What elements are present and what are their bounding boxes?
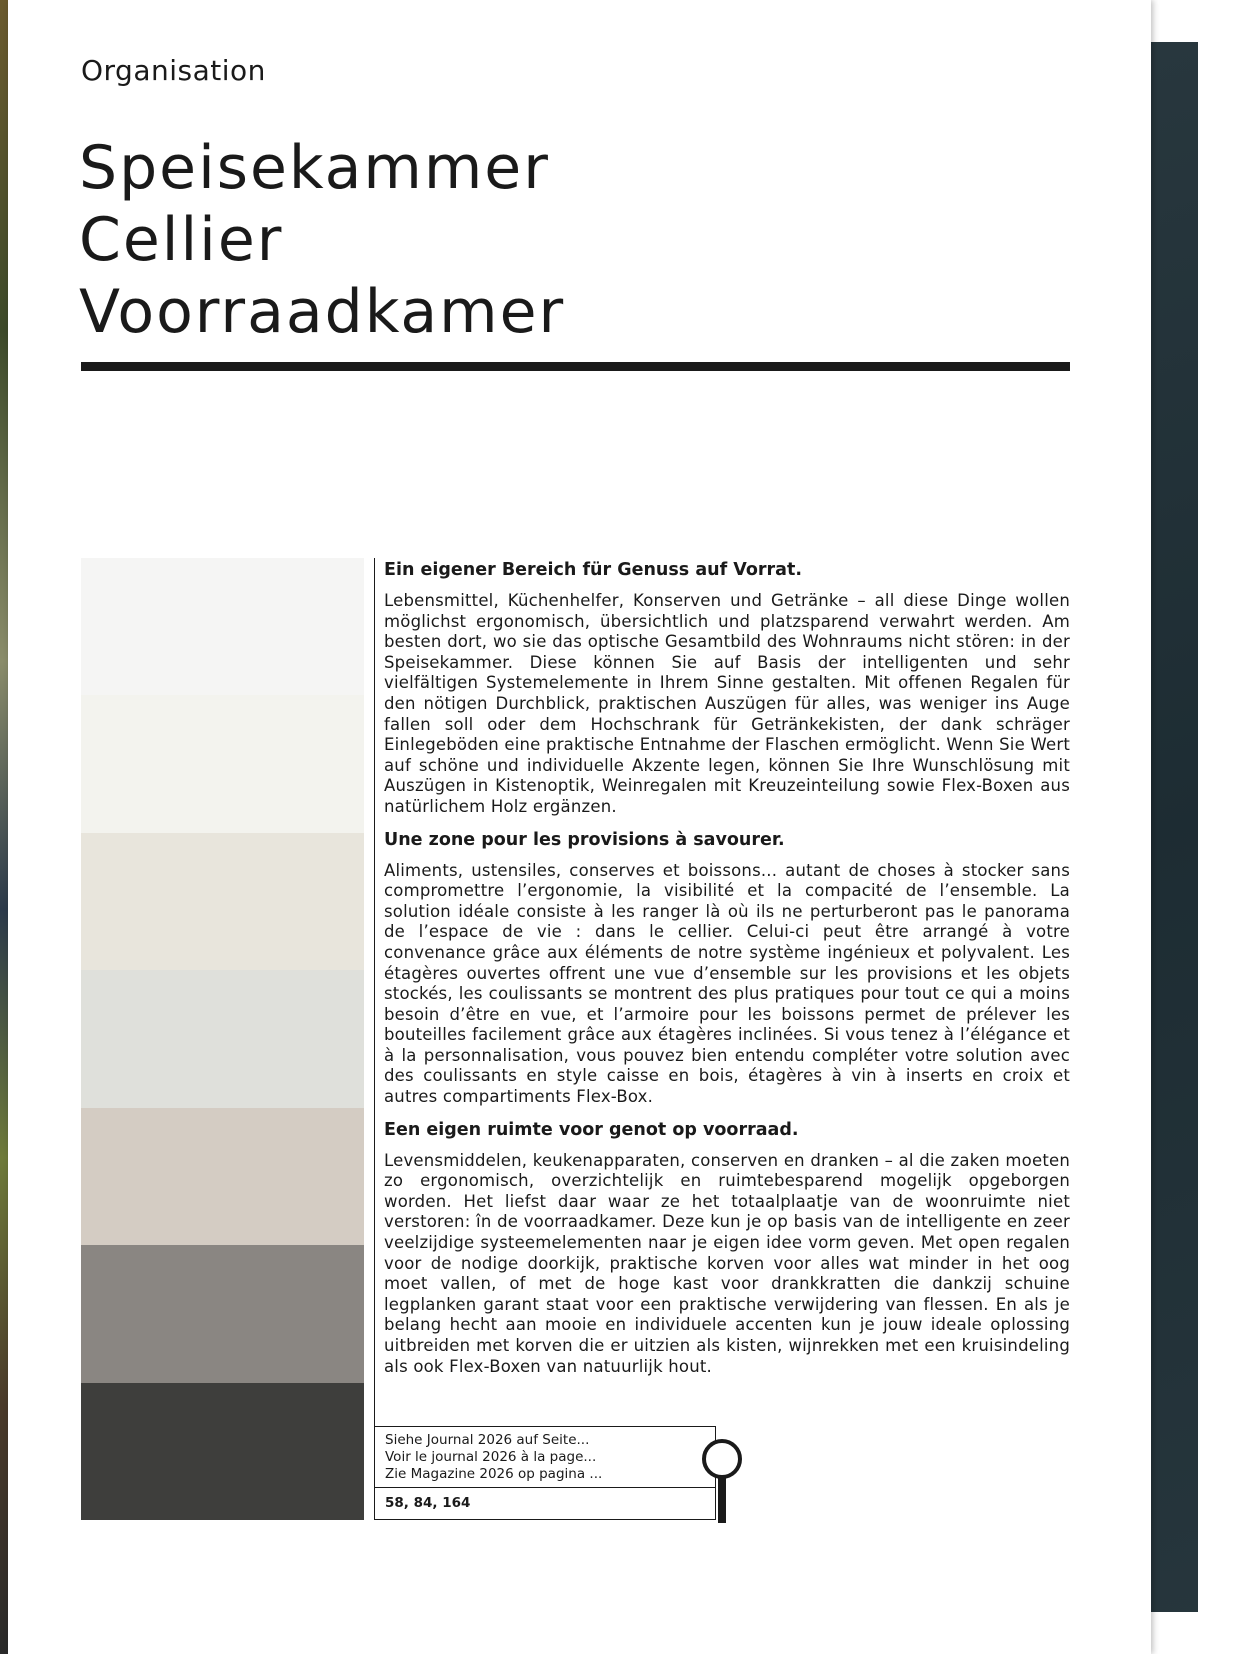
- color-swatch: [81, 695, 364, 832]
- left-edge-photo-strip: [0, 0, 8, 1654]
- section-body: Lebensmittel, Küchenhelfer, Konserven und Getränke – all diese Dinge wollen möglichst ergonomisch, übersichtlich und platzsparend verwahrt werden. Am besten dort, wo sie das optische Gesamtbild des Wohnraums nicht stören: in der Speisekammer. Diese können Sie auf Basis der intelligenten und sehr vielfältigen Systemelemente in Ihrem Sinne gestalten. Mit offenen Regalen für den nötigen Durchblick, praktischen Auszügen für alles, was weniger ins Auge fallen soll oder dem Hochschrank für Getränkekisten, der dank schräger Einlegeböden eine praktische Entnahme der Flaschen ermöglicht. Wenn Sie Wert auf schöne und individuelle Akzente legen, können Sie Ihre Wunschlösung mit Auszügen in Kistenoptik, Weinregalen mit Kreuzeinteilung sowie Flex-Boxen aus natürlichem Holz ergänzen.: [384, 591, 1070, 816]
- section-de: [384, 558, 1070, 818]
- color-swatch: [81, 833, 364, 970]
- section-fr: [384, 828, 1070, 1108]
- color-swatch: [81, 970, 364, 1107]
- document-page: [8, 0, 1151, 1654]
- color-swatch-column: [81, 558, 364, 1520]
- column-divider: [374, 558, 375, 1520]
- section-nl: [384, 1118, 1070, 1378]
- color-swatch: [81, 558, 364, 695]
- title-line-de: Speisekammer: [79, 133, 550, 203]
- section-heading: Ein eigener Bereich für Genuss auf Vorrat.: [384, 560, 802, 580]
- reference-lines: [385, 1432, 602, 1483]
- section-heading: Een eigen ruimte voor genot op voorraad.: [384, 1119, 799, 1140]
- color-swatch: [81, 1245, 364, 1382]
- section-heading: Une zone pour les provisions à savourer.: [384, 829, 785, 850]
- title-rule: [81, 362, 1070, 371]
- color-swatch: [81, 1108, 364, 1245]
- title-line-fr: Cellier: [79, 205, 284, 275]
- text-column: [384, 558, 1070, 1387]
- reference-line-fr: Voir le journal 2026 à la page...: [385, 1449, 597, 1465]
- section-body: Levensmiddelen, keukenapparaten, conserven en dranken – al die zaken moeten zo ergonomisch, overzichtelijk en ruimtebesparend mogelijk opgeborgen worden. Het liefst daar waar ze het totaalplaatje van de woonruimte niet verstoren: în de voorraadkamer. Deze kun je op basis van de intelligente en zeer veelzijdige systeemelementen naar je eigen idee vorm geven. Met open regalen voor de nodige doorkijk, praktische korven voor alles wat minder in het oog moet vallen, of met de hoge kast voor drankkratten die dankzij schuine legplanken garant staat voor een praktische verwijdering van flessen. En als je belang hecht aan mooie en individuele accenten kun je jouw ideale oplossing uitbreiden met korven die er uitzien als kisten, wijnrekken met een kruisindeling als ook Flex-Boxen van natuurlijk hout.: [384, 1150, 1070, 1376]
- reference-line-nl: Zie Magazine 2026 op pagina ...: [385, 1466, 603, 1482]
- page-title: [79, 132, 565, 348]
- color-swatch: [81, 1383, 364, 1520]
- journal-reference-box: [374, 1426, 716, 1520]
- section-label: Organisation: [81, 54, 266, 87]
- title-line-nl: Voorraadkamer: [79, 277, 566, 347]
- reference-page-numbers: 58, 84, 164: [385, 1495, 471, 1511]
- reference-line-de: Siehe Journal 2026 auf Seite...: [385, 1432, 590, 1448]
- reference-divider: [375, 1487, 715, 1488]
- magnifier-icon: [700, 1438, 744, 1524]
- section-body: Aliments, ustensiles, conserves et boissons... autant de choses à stocker sans compromettre l’ergonomie, la visibilité et la compacité de l’ensemble. La solution idéale consiste à les ranger là où ils ne perturberont pas le panorama de l’espace de vie : dans le cellier. Celui-ci peut être arrangé à votre convenance grâce aux éléments de notre système ingénieux et polyvalent. Les étagères ouvertes offrent une vue d’ensemble sur les provisions et les objets stockés, les coulissants se montrent des plus pratiques pour tout ce qui a moins besoin d’être en vue, et l’armoire pour les boissons permet de prélever les bouteilles facilement grâce aux étagères inclinées. Si vous tenez à l’élégance et à la personnalisation, vous pouvez bien entendu compléter votre solution avec des coulissants en style caisse en bois, étagères à vin à inserts en croix et autres compartiments Flex-Box.: [384, 860, 1070, 1107]
- next-page-edge: [1150, 42, 1198, 1612]
